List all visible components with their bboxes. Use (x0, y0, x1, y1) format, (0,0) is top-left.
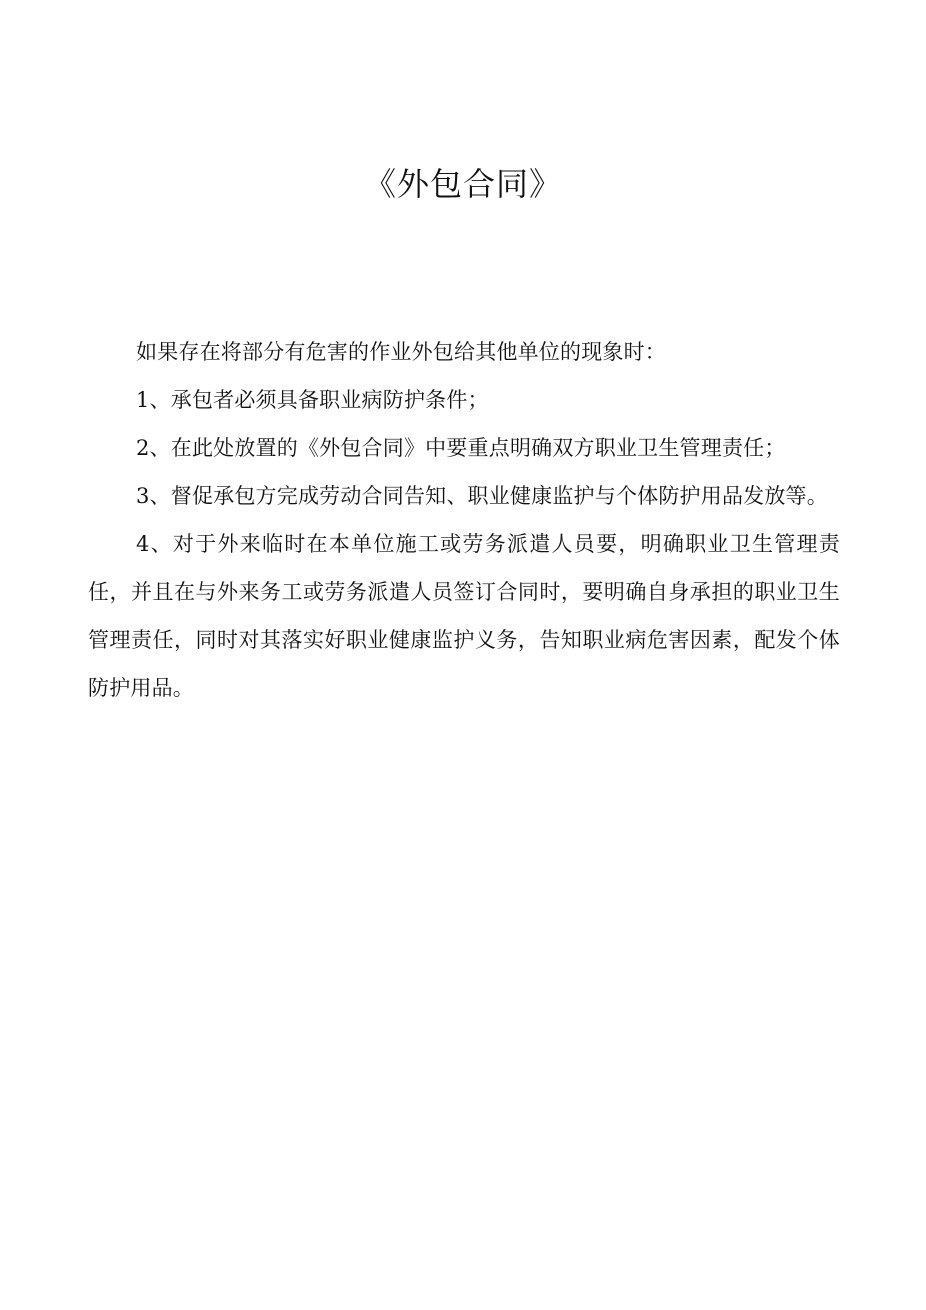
intro-paragraph: 如果存在将部分有危害的作业外包给其他单位的现象时： (136, 340, 666, 364)
list-item: 3、督促承包方完成劳动合同告知、职业健康监护与个体防护用品发放等。 (136, 484, 828, 508)
list-item: 2、在此处放置的《外包合同》中要重点明确双方职业卫生管理责任； (136, 436, 786, 460)
list-item: 4、对于外来临时在本单位施工或劳务派遣人员要，明确职业卫生管理责任，并且在与外来务工或劳务派遣人员签订合同时，要明确自身承担的职业卫生管理责任，同时对其落实好职业健康监护义务，告知职业病危害因素，配发个体防护用品。 (88, 532, 840, 700)
document-title: 《外包合同》 (363, 165, 562, 203)
list-item: 1、承包者必须具备职业病防护条件； (136, 388, 489, 412)
document-body (88, 328, 840, 712)
